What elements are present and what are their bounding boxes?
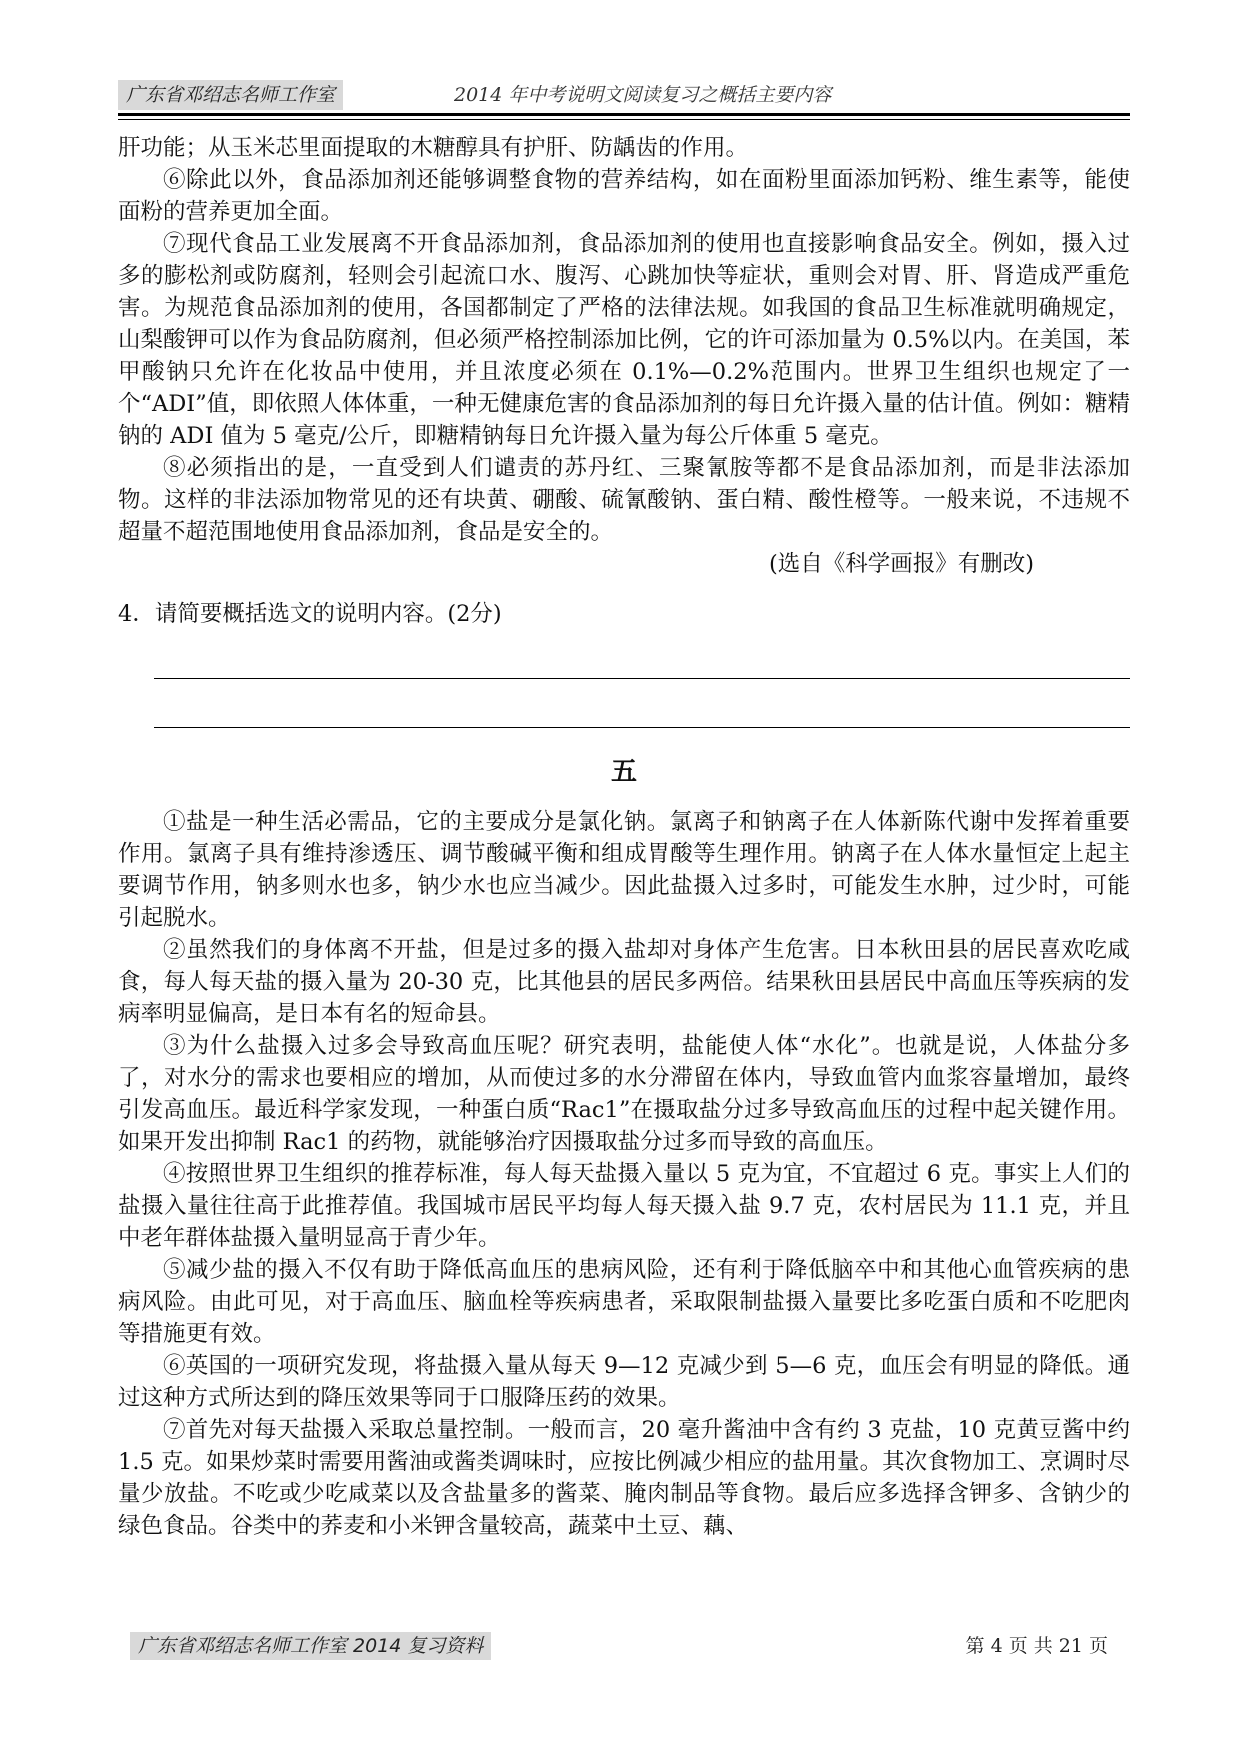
section-paragraph: ②虽然我们的身体离不开盐，但是过多的摄入盐却对身体产生危害。日本秋田县的居民喜欢吃咸食，每人每天盐的摄入量为 20-30 克，比其他县的居民多两倍。结果秋田县居民中高血压等疾病的发病率明显偏高，是日本有名的短命县。 bbox=[118, 937, 1130, 1027]
section-paragraph: ⑦首先对每天盐摄入采取总量控制。一般而言，20 毫升酱油中含有约 3 克盐，10 克黄豆酱中约 1.5 克。如果炒菜时需要用酱油或酱类调味时，应按比例减少相应的盐用量。其次食物加工、烹调时尽量少放盐。不吃或少吃咸菜以及含盐量多的酱菜、腌肉制品等食物。最后应多选择含钾多、含钠少的绿色食品。谷类中的荞麦和小米钾含量较高，蔬菜中土豆、藕、 bbox=[118, 1417, 1130, 1539]
header-rule-thin bbox=[118, 119, 1130, 120]
section-paragraph: ①盐是一种生活必需品，它的主要成分是氯化钠。氯离子和钠离子在人体新陈代谢中发挥着重要作用。氯离子具有维持渗透压、调节酸碱平衡和组成胃酸等生理作用。钠离子在人体水量恒定上起主要调节作用，钠多则水也多，钠少水也应当减少。因此盐摄入过多时，可能发生水肿，过少时，可能引起脱水。 bbox=[118, 809, 1130, 931]
header-studio-label: 广东省邓绍志名师工作室 bbox=[118, 80, 343, 110]
section-paragraph: ④按照世界卫生组织的推荐标准，每人每天盐摄入量以 5 克为宜，不宜超过 6 克。事实上人们的盐摄入量往往高于此推荐值。我国城市居民平均每人每天摄入盐 9.7 克，农村居民为 11.1 克，并且中老年群体盐摄入量明显高于青少年。 bbox=[118, 1161, 1130, 1251]
section-title: 五 bbox=[610, 757, 637, 787]
question-4: 4．请简要概括选文的说明内容。(2分) bbox=[118, 601, 502, 627]
header-rule-thick bbox=[118, 113, 1130, 116]
answer-line[interactable] bbox=[154, 678, 1130, 679]
passage-paragraph: 肝功能；从玉米芯里面提取的木糖醇具有护肝、防龋齿的作用。 bbox=[118, 135, 749, 161]
header-document-title: 2014 年中考说明文阅读复习之概括主要内容 bbox=[454, 84, 832, 106]
passage-source: (选自《科学画报》有删改) bbox=[768, 551, 1034, 577]
answer-line[interactable] bbox=[154, 727, 1130, 728]
page-content bbox=[118, 132, 1130, 1542]
section-paragraph: ③为什么盐摄入过多会导致高血压呢？研究表明，盐能使人体“水化”。也就是说，人体盐分多了，对水分的需求也要相应的增加，从而使过多的水分滞留在体内，导致血管内血浆容量增加，最终引发高血压。最近科学家发现，一种蛋白质“Rac1”在摄取盐分过多导致高血压的过程中起关键作用。如果开发出抑制 Rac1 的药物，就能够治疗因摄取盐分过多而导致的高血压。 bbox=[118, 1033, 1130, 1155]
page-footer bbox=[130, 1632, 1130, 1662]
passage-paragraph: ⑦现代食品工业发展离不开食品添加剂，食品添加剂的使用也直接影响食品安全。例如，摄入过多的膨松剂或防腐剂，轻则会引起流口水、腹泻、心跳加快等症状，重则会对胃、肝、肾造成严重危害。为规范食品添加剂的使用，各国都制定了严格的法律法规。如我国的食品卫生标准就明确规定，山梨酸钾可以作为食品防腐剂，但必须严格控制添加比例，它的许可添加量为 0.5%以内。在美国，苯甲酸钠只允许在化妆品中使用，并且浓度必须在 0.1%—0.2%范围内。世界卫生组织也规定了一个“ADI”值，即依照人体体重，一种无健康危害的食品添加剂的每日允许摄入量的估计值。例如：糖精钠的 ADI 值为 5 毫克/公斤，即糖精钠每日允许摄入量为每公斤体重 5 毫克。 bbox=[118, 231, 1130, 449]
passage-paragraph: ⑥除此以外，食品添加剂还能够调整食物的营养结构，如在面粉里面添加钙粉、维生素等，能使面粉的营养更加全面。 bbox=[118, 167, 1130, 225]
section-paragraph: ⑤减少盐的摄入不仅有助于降低高血压的患病风险，还有利于降低脑卒中和其他心血管疾病的患病风险。由此可见，对于高血压、脑血栓等疾病患者，采取限制盐摄入量要比多吃蛋白质和不吃肥肉等措施更有效。 bbox=[118, 1257, 1130, 1347]
page-number: 第 4 页 共 21 页 bbox=[965, 1635, 1108, 1657]
section-paragraph: ⑥英国的一项研究发现，将盐摄入量从每天 9—12 克减少到 5—6 克，血压会有明显的降低。通过这种方式所达到的降压效果等同于口服降压药的效果。 bbox=[118, 1353, 1130, 1411]
passage-paragraph: ⑧必须指出的是，一直受到人们谴责的苏丹红、三聚氰胺等都不是食品添加剂，而是非法添加物。这样的非法添加物常见的还有块黄、硼酸、硫氰酸钠、蛋白精、酸性橙等。一般来说，不违规不超量不超范围地使用食品添加剂，食品是安全的。 bbox=[118, 455, 1130, 545]
footer-studio-label: 广东省邓绍志名师工作室 2014 复习资料 bbox=[130, 1632, 491, 1660]
